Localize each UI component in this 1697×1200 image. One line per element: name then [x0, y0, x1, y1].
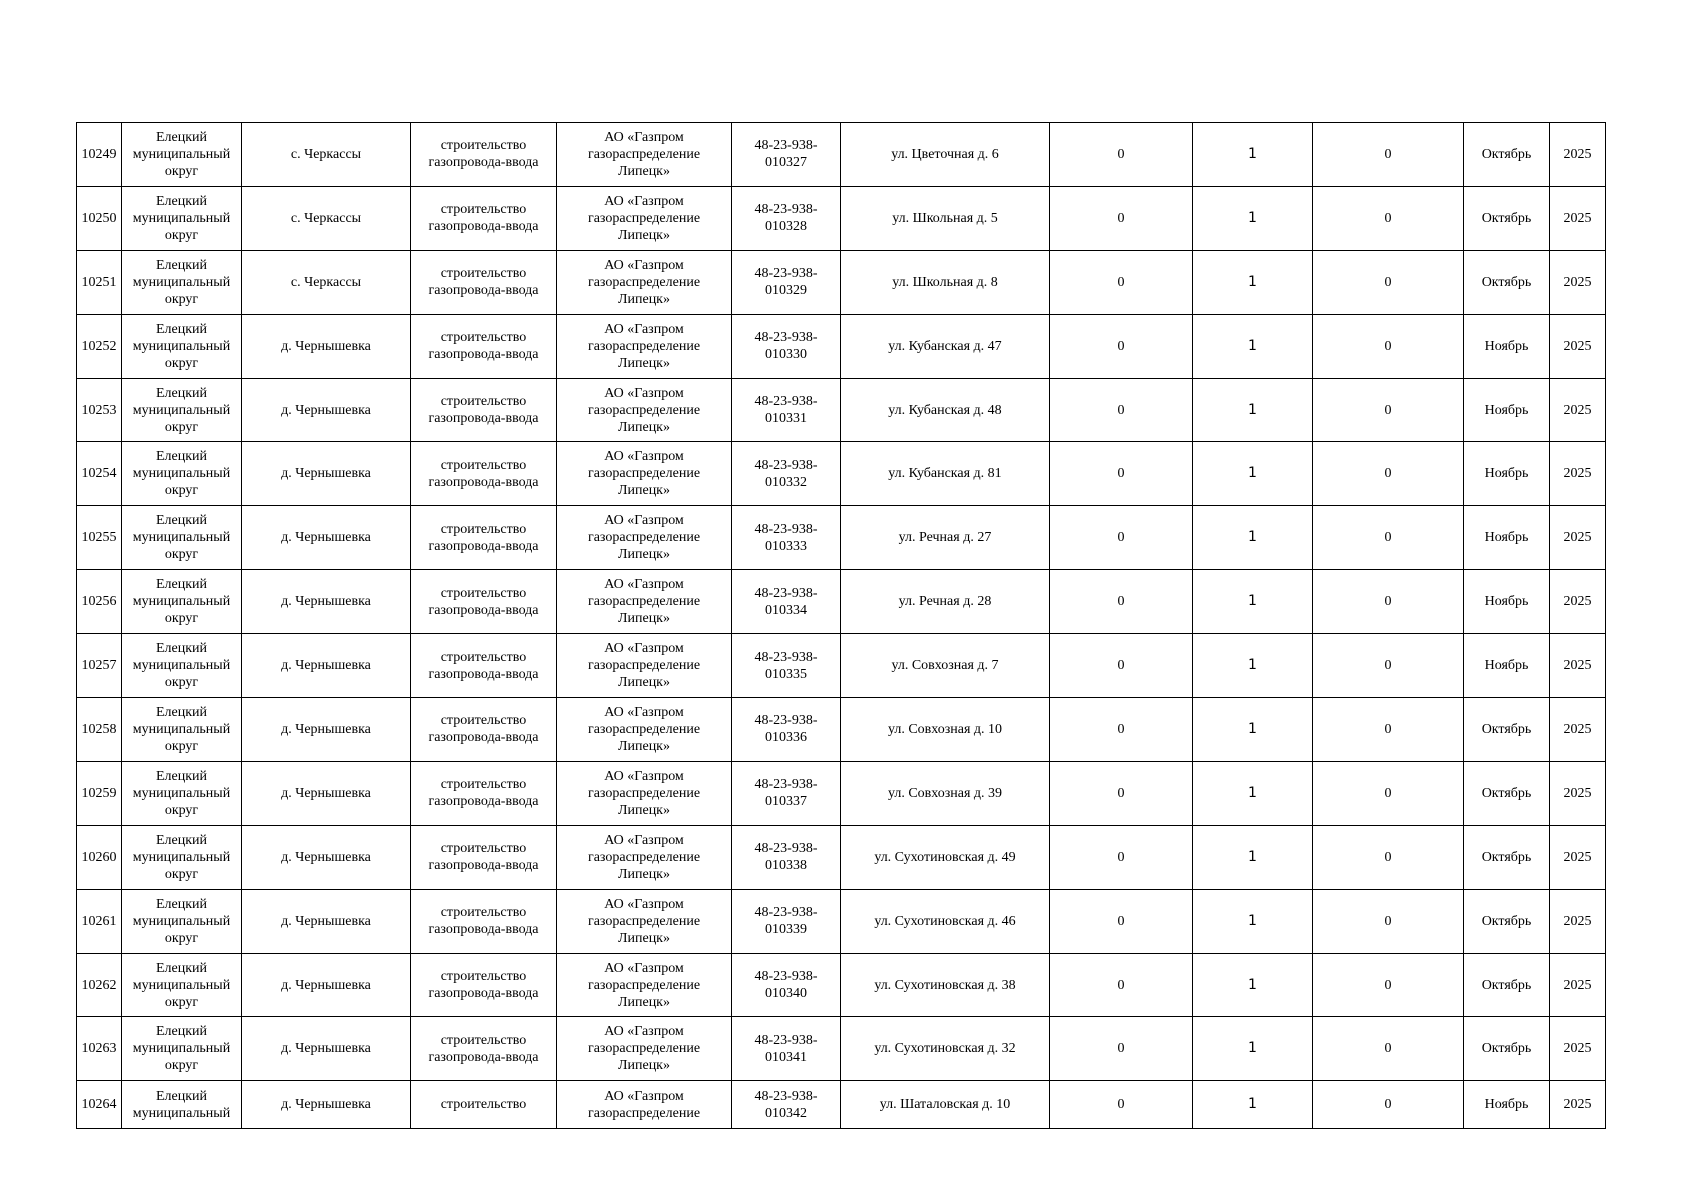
cell-value-2: 1	[1193, 378, 1313, 442]
cell-year: 2025	[1550, 378, 1606, 442]
cell-municipality: Елецкий муниципальный округ	[122, 825, 242, 889]
cell-municipality: Елецкий муниципальный округ	[122, 123, 242, 187]
cell-municipality: Елецкий муниципальный	[122, 1081, 242, 1129]
cell-record-number: 10260	[77, 825, 122, 889]
cell-value-1: 0	[1050, 250, 1193, 314]
cell-value-3: 0	[1313, 889, 1464, 953]
cell-month: Октябрь	[1464, 889, 1550, 953]
cell-work-type: строительство газопровода-ввода	[411, 250, 557, 314]
cell-month: Ноябрь	[1464, 506, 1550, 570]
cell-value-1: 0	[1050, 378, 1193, 442]
cell-operator: АО «Газпром газораспределение Липецк»	[557, 825, 732, 889]
cell-locality: д. Чернышевка	[242, 442, 411, 506]
cell-value-1: 0	[1050, 123, 1193, 187]
cell-object-code: 48-23-938- 010333	[732, 506, 841, 570]
cell-record-number: 10250	[77, 186, 122, 250]
cell-locality: с. Черкассы	[242, 186, 411, 250]
cell-record-number: 10249	[77, 123, 122, 187]
cell-municipality: Елецкий муниципальный округ	[122, 889, 242, 953]
cell-work-type: строительство газопровода-ввода	[411, 186, 557, 250]
cell-record-number: 10253	[77, 378, 122, 442]
cell-value-1: 0	[1050, 889, 1193, 953]
cell-value-1: 0	[1050, 1081, 1193, 1129]
cell-month: Октябрь	[1464, 953, 1550, 1017]
cell-year: 2025	[1550, 314, 1606, 378]
cell-object-code: 48-23-938- 010336	[732, 698, 841, 762]
cell-locality: д. Чернышевка	[242, 1017, 411, 1081]
gas-connection-table	[76, 122, 1606, 1129]
cell-work-type: строительство газопровода-ввода	[411, 123, 557, 187]
cell-value-3: 0	[1313, 123, 1464, 187]
cell-locality: с. Черкассы	[242, 250, 411, 314]
cell-address: ул. Кубанская д. 47	[841, 314, 1050, 378]
cell-municipality: Елецкий муниципальный округ	[122, 1017, 242, 1081]
cell-address: ул. Речная д. 28	[841, 570, 1050, 634]
cell-record-number: 10259	[77, 761, 122, 825]
cell-locality: д. Чернышевка	[242, 378, 411, 442]
cell-work-type: строительство газопровода-ввода	[411, 506, 557, 570]
cell-locality: д. Чернышевка	[242, 1081, 411, 1129]
cell-address: ул. Школьная д. 8	[841, 250, 1050, 314]
cell-value-3: 0	[1313, 378, 1464, 442]
cell-value-3: 0	[1313, 570, 1464, 634]
cell-address: ул. Сухотиновская д. 46	[841, 889, 1050, 953]
cell-value-1: 0	[1050, 634, 1193, 698]
cell-value-3: 0	[1313, 1017, 1464, 1081]
cell-record-number: 10255	[77, 506, 122, 570]
table-row	[77, 698, 1606, 762]
cell-object-code: 48-23-938- 010329	[732, 250, 841, 314]
cell-object-code: 48-23-938- 010332	[732, 442, 841, 506]
cell-year: 2025	[1550, 1017, 1606, 1081]
cell-operator: АО «Газпром газораспределение Липецк»	[557, 761, 732, 825]
cell-locality: с. Черкассы	[242, 123, 411, 187]
cell-locality: д. Чернышевка	[242, 634, 411, 698]
cell-operator: АО «Газпром газораспределение Липецк»	[557, 314, 732, 378]
cell-year: 2025	[1550, 250, 1606, 314]
cell-municipality: Елецкий муниципальный округ	[122, 378, 242, 442]
cell-year: 2025	[1550, 186, 1606, 250]
cell-operator: АО «Газпром газораспределение Липецк»	[557, 1017, 732, 1081]
cell-operator: АО «Газпром газораспределение Липецк»	[557, 378, 732, 442]
cell-year: 2025	[1550, 825, 1606, 889]
cell-record-number: 10264	[77, 1081, 122, 1129]
cell-locality: д. Чернышевка	[242, 506, 411, 570]
cell-value-3: 0	[1313, 314, 1464, 378]
cell-value-2: 1	[1193, 570, 1313, 634]
table-row	[77, 1081, 1606, 1129]
cell-value-2: 1	[1193, 761, 1313, 825]
cell-municipality: Елецкий муниципальный округ	[122, 953, 242, 1017]
cell-month: Ноябрь	[1464, 442, 1550, 506]
cell-locality: д. Чернышевка	[242, 953, 411, 1017]
cell-month: Октябрь	[1464, 186, 1550, 250]
cell-year: 2025	[1550, 761, 1606, 825]
cell-value-1: 0	[1050, 314, 1193, 378]
cell-municipality: Елецкий муниципальный округ	[122, 186, 242, 250]
cell-value-1: 0	[1050, 825, 1193, 889]
cell-object-code: 48-23-938- 010334	[732, 570, 841, 634]
cell-object-code: 48-23-938- 010331	[732, 378, 841, 442]
table-row	[77, 889, 1606, 953]
cell-value-1: 0	[1050, 953, 1193, 1017]
cell-value-1: 0	[1050, 442, 1193, 506]
cell-value-3: 0	[1313, 825, 1464, 889]
table-row	[77, 1017, 1606, 1081]
cell-month: Ноябрь	[1464, 378, 1550, 442]
cell-year: 2025	[1550, 570, 1606, 634]
cell-year: 2025	[1550, 698, 1606, 762]
table-row	[77, 761, 1606, 825]
cell-month: Ноябрь	[1464, 314, 1550, 378]
cell-value-2: 1	[1193, 889, 1313, 953]
cell-year: 2025	[1550, 634, 1606, 698]
cell-locality: д. Чернышевка	[242, 314, 411, 378]
cell-year: 2025	[1550, 1081, 1606, 1129]
table-row	[77, 506, 1606, 570]
cell-address: ул. Кубанская д. 48	[841, 378, 1050, 442]
cell-work-type: строительство газопровода-ввода	[411, 761, 557, 825]
cell-work-type: строительство газопровода-ввода	[411, 378, 557, 442]
cell-operator: АО «Газпром газораспределение Липецк»	[557, 953, 732, 1017]
cell-work-type: строительство газопровода-ввода	[411, 953, 557, 1017]
cell-locality: д. Чернышевка	[242, 761, 411, 825]
cell-object-code: 48-23-938- 010330	[732, 314, 841, 378]
cell-value-3: 0	[1313, 1081, 1464, 1129]
cell-work-type: строительство газопровода-ввода	[411, 889, 557, 953]
cell-month: Ноябрь	[1464, 634, 1550, 698]
cell-value-1: 0	[1050, 570, 1193, 634]
cell-work-type: строительство газопровода-ввода	[411, 1017, 557, 1081]
cell-municipality: Елецкий муниципальный округ	[122, 506, 242, 570]
cell-value-2: 1	[1193, 186, 1313, 250]
cell-municipality: Елецкий муниципальный округ	[122, 634, 242, 698]
cell-year: 2025	[1550, 123, 1606, 187]
cell-municipality: Елецкий муниципальный округ	[122, 314, 242, 378]
cell-operator: АО «Газпром газораспределение Липецк»	[557, 186, 732, 250]
cell-object-code: 48-23-938- 010337	[732, 761, 841, 825]
cell-operator: АО «Газпром газораспределение Липецк»	[557, 250, 732, 314]
cell-value-2: 1	[1193, 442, 1313, 506]
cell-value-2: 1	[1193, 1081, 1313, 1129]
cell-record-number: 10251	[77, 250, 122, 314]
cell-municipality: Елецкий муниципальный округ	[122, 250, 242, 314]
cell-operator: АО «Газпром газораспределение Липецк»	[557, 889, 732, 953]
cell-value-3: 0	[1313, 634, 1464, 698]
table-row	[77, 442, 1606, 506]
cell-value-3: 0	[1313, 506, 1464, 570]
cell-object-code: 48-23-938- 010327	[732, 123, 841, 187]
cell-value-2: 1	[1193, 123, 1313, 187]
cell-value-3: 0	[1313, 698, 1464, 762]
cell-work-type: строительство газопровода-ввода	[411, 825, 557, 889]
cell-municipality: Елецкий муниципальный округ	[122, 570, 242, 634]
cell-address: ул. Цветочная д. 6	[841, 123, 1050, 187]
cell-address: ул. Кубанская д. 81	[841, 442, 1050, 506]
cell-address: ул. Сухотиновская д. 49	[841, 825, 1050, 889]
cell-value-3: 0	[1313, 186, 1464, 250]
cell-value-2: 1	[1193, 250, 1313, 314]
cell-record-number: 10257	[77, 634, 122, 698]
cell-address: ул. Шаталовская д. 10	[841, 1081, 1050, 1129]
table-row	[77, 634, 1606, 698]
cell-value-1: 0	[1050, 761, 1193, 825]
cell-value-2: 1	[1193, 1017, 1313, 1081]
cell-address: ул. Сухотиновская д. 32	[841, 1017, 1050, 1081]
table-row	[77, 250, 1606, 314]
cell-value-3: 0	[1313, 250, 1464, 314]
cell-work-type: строительство газопровода-ввода	[411, 442, 557, 506]
cell-month: Октябрь	[1464, 761, 1550, 825]
cell-work-type: строительство газопровода-ввода	[411, 314, 557, 378]
table-row	[77, 186, 1606, 250]
cell-operator: АО «Газпром газораспределение	[557, 1081, 732, 1129]
cell-record-number: 10258	[77, 698, 122, 762]
cell-municipality: Елецкий муниципальный округ	[122, 698, 242, 762]
cell-operator: АО «Газпром газораспределение Липецк»	[557, 634, 732, 698]
cell-year: 2025	[1550, 506, 1606, 570]
cell-object-code: 48-23-938- 010335	[732, 634, 841, 698]
cell-municipality: Елецкий муниципальный округ	[122, 761, 242, 825]
cell-value-3: 0	[1313, 761, 1464, 825]
cell-year: 2025	[1550, 953, 1606, 1017]
cell-value-1: 0	[1050, 698, 1193, 762]
cell-month: Октябрь	[1464, 123, 1550, 187]
cell-locality: д. Чернышевка	[242, 570, 411, 634]
cell-address: ул. Совхозная д. 39	[841, 761, 1050, 825]
cell-month: Октябрь	[1464, 698, 1550, 762]
cell-operator: АО «Газпром газораспределение Липецк»	[557, 698, 732, 762]
cell-address: ул. Сухотиновская д. 38	[841, 953, 1050, 1017]
table-row	[77, 123, 1606, 187]
document-page	[76, 122, 1606, 1129]
cell-value-2: 1	[1193, 506, 1313, 570]
cell-record-number: 10262	[77, 953, 122, 1017]
cell-object-code: 48-23-938- 010340	[732, 953, 841, 1017]
cell-value-2: 1	[1193, 634, 1313, 698]
table-row	[77, 570, 1606, 634]
cell-address: ул. Речная д. 27	[841, 506, 1050, 570]
table-row	[77, 378, 1606, 442]
cell-work-type: строительство газопровода-ввода	[411, 570, 557, 634]
table-body	[77, 123, 1606, 1129]
cell-month: Октябрь	[1464, 250, 1550, 314]
cell-object-code: 48-23-938- 010341	[732, 1017, 841, 1081]
table-row	[77, 953, 1606, 1017]
cell-operator: АО «Газпром газораспределение Липецк»	[557, 442, 732, 506]
cell-month: Ноябрь	[1464, 1081, 1550, 1129]
cell-object-code: 48-23-938- 010338	[732, 825, 841, 889]
cell-object-code: 48-23-938- 010328	[732, 186, 841, 250]
cell-month: Ноябрь	[1464, 570, 1550, 634]
cell-locality: д. Чернышевка	[242, 698, 411, 762]
cell-object-code: 48-23-938- 010339	[732, 889, 841, 953]
table-row	[77, 314, 1606, 378]
cell-work-type: строительство газопровода-ввода	[411, 634, 557, 698]
cell-value-2: 1	[1193, 314, 1313, 378]
cell-address: ул. Школьная д. 5	[841, 186, 1050, 250]
cell-month: Октябрь	[1464, 1017, 1550, 1081]
cell-record-number: 10252	[77, 314, 122, 378]
cell-value-2: 1	[1193, 825, 1313, 889]
cell-operator: АО «Газпром газораспределение Липецк»	[557, 123, 732, 187]
cell-year: 2025	[1550, 889, 1606, 953]
cell-month: Октябрь	[1464, 825, 1550, 889]
cell-object-code: 48-23-938- 010342	[732, 1081, 841, 1129]
cell-value-3: 0	[1313, 953, 1464, 1017]
cell-record-number: 10263	[77, 1017, 122, 1081]
cell-value-3: 0	[1313, 442, 1464, 506]
cell-value-1: 0	[1050, 1017, 1193, 1081]
cell-address: ул. Совхозная д. 7	[841, 634, 1050, 698]
cell-year: 2025	[1550, 442, 1606, 506]
cell-work-type: строительство	[411, 1081, 557, 1129]
cell-operator: АО «Газпром газораспределение Липецк»	[557, 506, 732, 570]
cell-locality: д. Чернышевка	[242, 889, 411, 953]
cell-work-type: строительство газопровода-ввода	[411, 698, 557, 762]
cell-locality: д. Чернышевка	[242, 825, 411, 889]
cell-record-number: 10261	[77, 889, 122, 953]
cell-value-2: 1	[1193, 698, 1313, 762]
cell-operator: АО «Газпром газораспределение Липецк»	[557, 570, 732, 634]
cell-value-2: 1	[1193, 953, 1313, 1017]
cell-address: ул. Совхозная д. 10	[841, 698, 1050, 762]
cell-record-number: 10254	[77, 442, 122, 506]
table-row	[77, 825, 1606, 889]
cell-value-1: 0	[1050, 186, 1193, 250]
cell-record-number: 10256	[77, 570, 122, 634]
cell-value-1: 0	[1050, 506, 1193, 570]
cell-municipality: Елецкий муниципальный округ	[122, 442, 242, 506]
